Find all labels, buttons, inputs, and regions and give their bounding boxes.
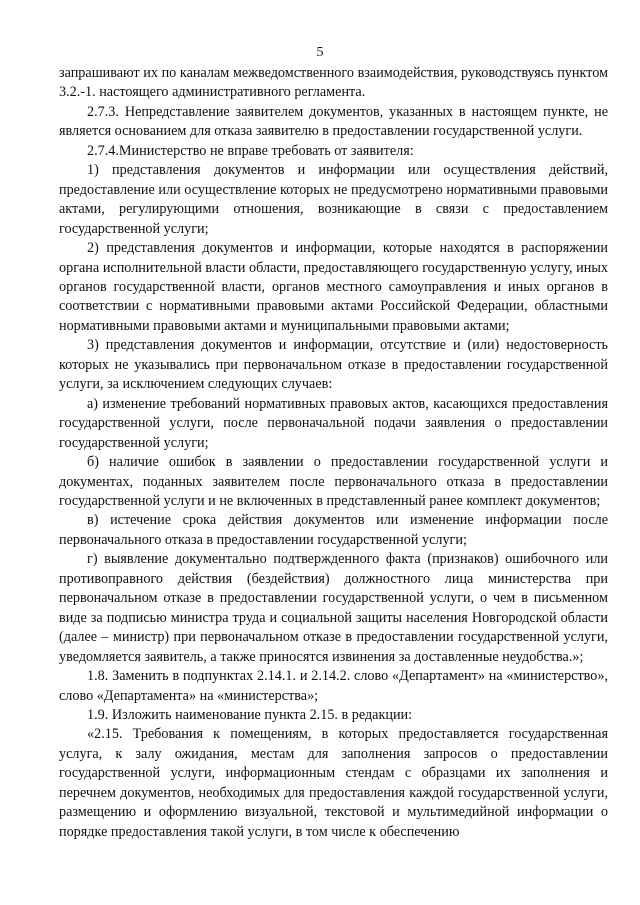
- list-item-2: 2) представления документов и информации, которые находятся в распоряжении органа исполнительной власти области, предоставляющего государственную услугу, иных органов государственной власти, органов местного самоуправления и иных органов в соответствии с нормативными правовыми актами Российской Федерации, областными нормативными правовыми актами и муниципальными правовыми актами;: [59, 240, 608, 334]
- paragraph-2-7-4: 2.7.4.Министерство не вправе требовать от заявителя:: [87, 142, 414, 159]
- list-item-v: в) истечение срока действия документов или изменение информации после первоначального отказа в предоставлении государственной услуги;: [59, 512, 608, 548]
- list-item-1: 1) представления документов и информации или осуществления действий, предоставление или осуществление которых не предусмотрено нормативными правовыми актами, регулирующими отношения, возникающие в связи с предоставлением государственной услуги;: [59, 162, 608, 237]
- document-body: [59, 64, 608, 842]
- paragraph-1-8: 1.8. Заменить в подпунктах 2.14.1. и 2.14.2. слово «Департамент» на «министерство», слово «Департамента» на «министерства»;: [59, 668, 608, 704]
- paragraph-1-9: 1.9. Изложить наименование пункта 2.15. в редакции:: [87, 706, 413, 723]
- page-number: 5: [316, 45, 324, 60]
- list-item-g: г) выявление документально подтвержденного факта (признаков) ошибочного или противоправного действия (бездействия) должностного лица министерства при первоначальном отказе в предоставлении государственной услуги, о чем в письменном виде за подписью министра труда и социальной защиты населения Новгородской области (далее – министр) при первоначальном отказе в предоставлении государственной услуги, уведомляется заявитель, а также приносятся извинения за доставленные неудобства.»;: [59, 551, 608, 665]
- list-item-3: 3) представления документов и информации, отсутствие и (или) недостоверность которых не указывались при первоначальном отказе в предоставлении государственной услуги, за исключением следующих случаев:: [59, 337, 608, 393]
- list-item-b: б) наличие ошибок в заявлении о предоставлении государственной услуги и документах, поданных заявителем после первоначального отказа в предоставлении государственной услуги и не включенных в представленный ранее комплект документов;: [59, 454, 608, 509]
- paragraph-2-7-3: 2.7.3. Непредставление заявителем документов, указанных в настоящем пункте, не является основанием для отказа заявителю в предоставлении государственной услуги.: [59, 103, 608, 140]
- paragraph-2-15: «2.15. Требования к помещениям, в которых предоставляется государственная услуга, к залу ожидания, местам для заполнения запросов о предоставлении государственной услуги, информационным стендам с образцами их заполнения и перечнем документов, необходимых для предоставления каждой государственной услуги, размещению и оформлению визуальной, текстовой и мультимедийной информации о порядке предоставления такой услуги, в том числе к обеспечению: [59, 726, 608, 840]
- list-item-a: а) изменение требований нормативных правовых актов, касающихся предоставления государственной услуги, после первоначальной подачи заявления о предоставлении государственной услуги;: [59, 395, 608, 451]
- paragraph-continuation: запрашивают их по каналам межведомственного взаимодействия, руководствуясь пунктом 3.2.-1. настоящего административного регламента.: [59, 65, 608, 101]
